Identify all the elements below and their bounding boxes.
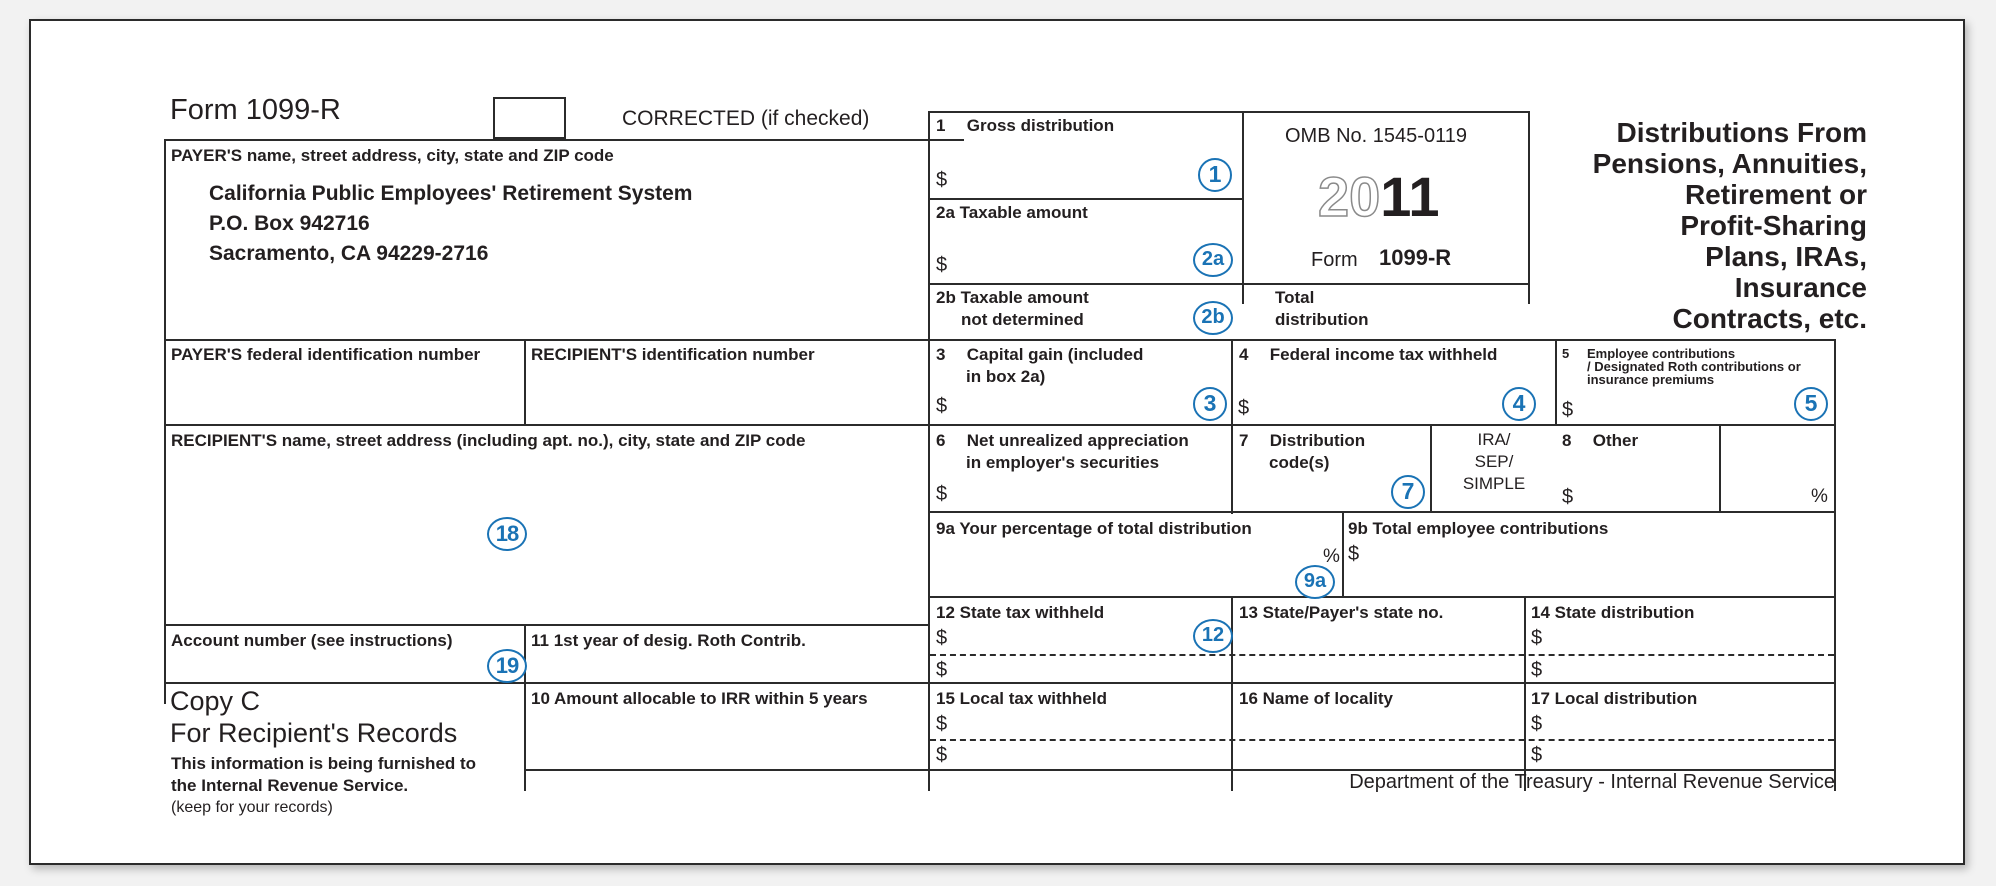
grid-line — [1242, 111, 1244, 304]
corrected-checkbox[interactable] — [493, 97, 566, 139]
box8-label: 8 Other — [1562, 431, 1639, 450]
box1-label: 1 Gross distribution — [936, 116, 1115, 135]
box2b-label-2: not determined — [961, 310, 1084, 329]
marker-9a: 9a — [1295, 565, 1335, 599]
box3-currency: $ — [936, 395, 948, 417]
box5-num: 5 — [1562, 346, 1570, 361]
box3-label: 3 Capital gain (included — [936, 345, 1144, 364]
grid-line — [928, 596, 1836, 598]
box13-label: 13 State/Payer's state no. — [1239, 603, 1444, 622]
box15-currency-2: $ — [936, 744, 948, 766]
marker-2b: 2b — [1193, 301, 1233, 335]
marker-7: 7 — [1391, 475, 1425, 509]
grid-line — [1528, 111, 1530, 304]
marker-12: 12 — [1193, 619, 1233, 653]
form-heading-line: Pensions, Annuities, — [1592, 148, 1867, 179]
box2b-label: 2b Taxable amount — [936, 288, 1089, 307]
grid-line — [1342, 511, 1344, 597]
box6-label: 6 Net unrealized appreciation — [936, 431, 1189, 450]
marker-1: 1 — [1198, 158, 1232, 192]
ira-sep-simple-checkbox[interactable] — [1431, 424, 1557, 512]
marker-19: 19 — [487, 649, 527, 683]
box9b-currency: $ — [1348, 543, 1360, 565]
box6-currency: $ — [936, 483, 948, 505]
form-heading-line: Distributions From — [1616, 117, 1867, 148]
box9b-label: 9b Total employee contributions — [1348, 519, 1609, 538]
grid-line — [1555, 339, 1557, 426]
payer-fed-id-label: PAYER'S federal identification number — [171, 345, 481, 364]
marker-5: 5 — [1794, 387, 1828, 421]
box3-label-2: in box 2a) — [966, 367, 1046, 386]
omb-number: OMB No. 1545-0119 — [1285, 125, 1467, 147]
box7-label: 7 Distribution — [1239, 431, 1366, 450]
grid-line — [1719, 424, 1721, 512]
box5-label-2: / Designated Roth contributions or — [1587, 359, 1801, 374]
box17-currency-1: $ — [1531, 713, 1543, 735]
form-heading-line: Insurance — [1734, 272, 1867, 303]
dashed-line — [930, 654, 1834, 656]
box14-currency-1: $ — [1531, 627, 1543, 649]
grid-line — [1524, 596, 1526, 791]
box4-label: 4 Federal income tax withheld — [1239, 345, 1498, 364]
box17-label: 17 Local distribution — [1531, 689, 1698, 708]
grid-line — [1231, 596, 1233, 791]
form-heading-line: Retirement or — [1684, 179, 1867, 210]
box5-label-3: insurance premiums — [1587, 372, 1715, 387]
form-heading-line: Plans, IRAs, — [1705, 241, 1867, 272]
grid-line — [524, 624, 526, 791]
copy-c-note-2: the Internal Revenue Service. — [171, 776, 409, 795]
box4-currency: $ — [1238, 397, 1250, 419]
payer-city: Sacramento, CA 94229-2716 — [209, 242, 489, 265]
grid-line — [164, 339, 1836, 341]
form-title: Form 1099-R — [170, 94, 341, 126]
payer-label: PAYER'S name, street address, city, state and ZIP code — [171, 146, 614, 165]
grid-line — [1834, 339, 1836, 791]
copy-c-subtitle: For Recipient's Records — [170, 718, 458, 748]
grid-line — [928, 198, 1244, 200]
tax-year-outline: 20 — [1318, 165, 1381, 228]
box14-currency-2: $ — [1531, 659, 1543, 681]
box1-currency: $ — [936, 169, 948, 191]
total-distribution-label-2: distribution — [1275, 310, 1369, 329]
grid-line — [164, 139, 166, 704]
box2a-currency: $ — [936, 254, 948, 276]
box14-label: 14 State distribution — [1531, 603, 1695, 622]
dashed-line — [930, 739, 1834, 741]
form-word: Form — [1311, 249, 1358, 271]
box15-label: 15 Local tax withheld — [936, 689, 1107, 708]
form-heading-line: Profit-Sharing — [1680, 210, 1867, 241]
box2a-label: 2a Taxable amount — [936, 203, 1088, 222]
box11-label: 11 1st year of desig. Roth Contrib. — [531, 631, 806, 650]
payer-name: California Public Employees' Retirement System — [209, 182, 693, 205]
copy-c-note-3: (keep for your records) — [171, 799, 333, 816]
total-distribution-label: Total — [1275, 288, 1315, 307]
box6-label-2: in employer's securities — [966, 453, 1160, 472]
payer-street: P.O. Box 942716 — [209, 212, 370, 235]
grid-line — [164, 682, 1836, 684]
box7-label-2: code(s) — [1269, 453, 1330, 472]
sep-label: SEP/ — [1474, 452, 1514, 471]
marker-18: 18 — [487, 517, 527, 551]
grid-line — [164, 139, 964, 141]
box15-currency-1: $ — [936, 713, 948, 735]
box12-currency-1: $ — [936, 627, 948, 649]
form-number: 1099-R — [1379, 245, 1452, 270]
simple-label: SIMPLE — [1462, 474, 1526, 493]
grid-line — [164, 424, 1836, 426]
tax-year — [1318, 167, 1440, 227]
box9a-label: 9a Your percentage of total distribution — [936, 519, 1252, 538]
copy-c-note-1: This information is being furnished to — [171, 754, 477, 773]
box8-currency: $ — [1562, 486, 1574, 508]
department-footer: Department of the Treasury - Internal Revenue Service — [1349, 771, 1835, 793]
grid-line — [524, 339, 526, 425]
marker-2a: 2a — [1193, 243, 1233, 277]
box9a-percent: % — [1323, 546, 1340, 567]
grid-line — [1231, 339, 1233, 514]
form-heading — [1543, 117, 1867, 334]
box8-percent: % — [1811, 486, 1828, 507]
box16-label: 16 Name of locality — [1239, 689, 1394, 708]
account-number-label: Account number (see instructions) — [171, 631, 453, 650]
marker-4: 4 — [1502, 387, 1536, 421]
recipient-id-label: RECIPIENT'S identification number — [531, 345, 815, 364]
grid-line — [928, 111, 930, 791]
form-heading-line: Contracts, etc. — [1672, 303, 1867, 334]
box10-label: 10 Amount allocable to IRR within 5 years — [531, 689, 868, 708]
form-paper — [29, 19, 1965, 865]
tax-year-bold: 11 — [1380, 165, 1440, 228]
marker-3: 3 — [1193, 387, 1227, 421]
box12-label: 12 State tax withheld — [936, 603, 1105, 622]
box5-currency: $ — [1562, 399, 1574, 421]
grid-line — [164, 624, 930, 626]
box17-currency-2: $ — [1531, 744, 1543, 766]
grid-line — [928, 511, 1836, 513]
grid-line — [928, 111, 1530, 113]
box5-label: Employee contributions — [1587, 346, 1736, 361]
corrected-label: CORRECTED (if checked) — [622, 107, 870, 130]
copy-c-title: Copy C — [170, 686, 261, 716]
recipient-address-label: RECIPIENT'S name, street address (including apt. no.), city, state and ZIP code — [171, 431, 806, 450]
box12-currency-2: $ — [936, 659, 948, 681]
grid-line — [928, 283, 1530, 285]
ira-label: IRA/ — [1477, 430, 1511, 449]
